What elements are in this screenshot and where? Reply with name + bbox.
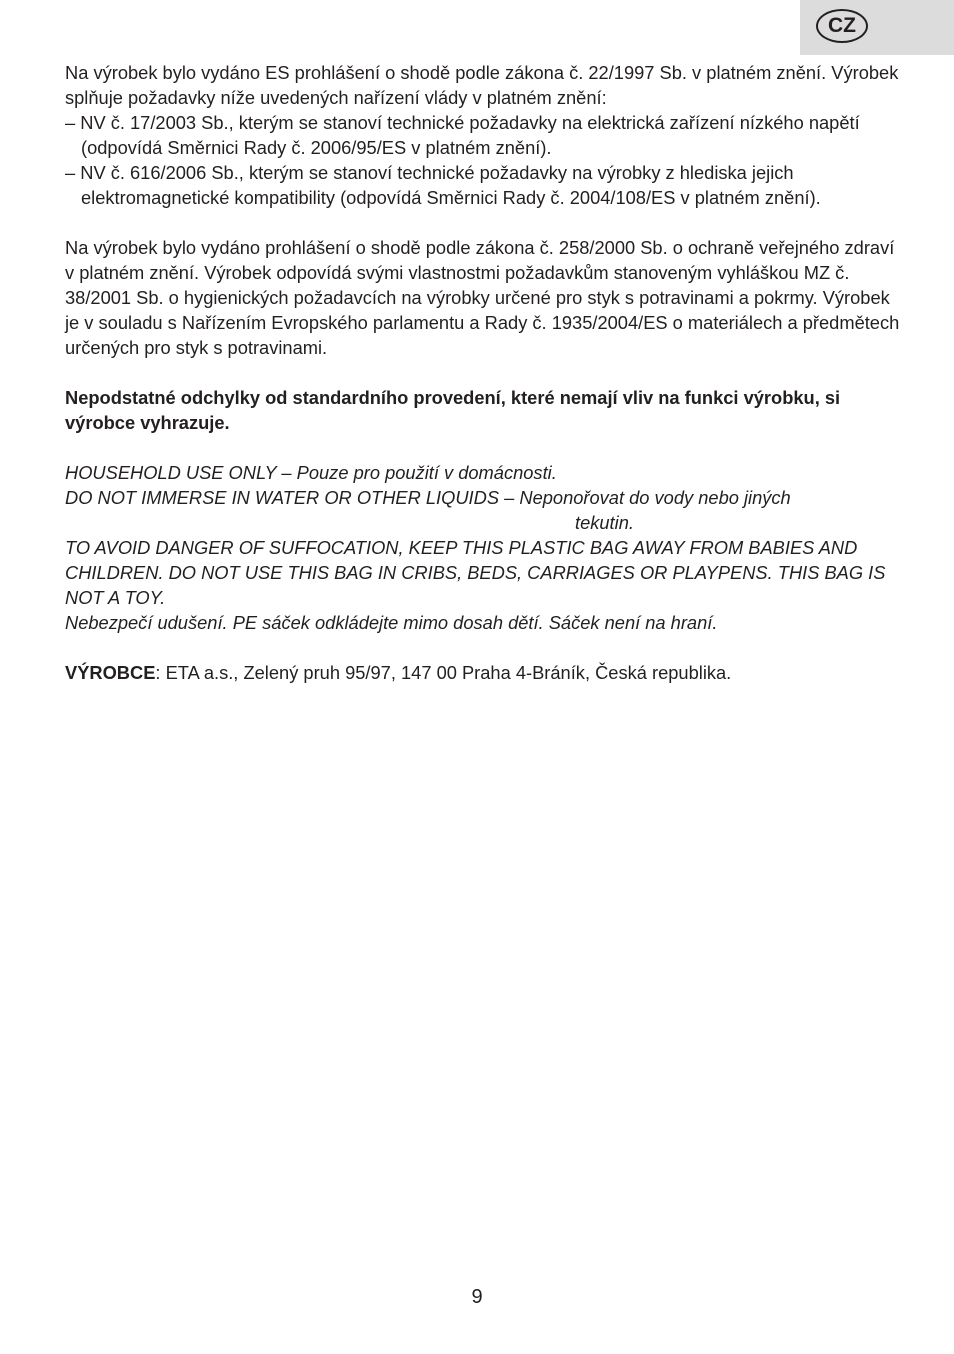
immerse-warning-continuation: tekutin. bbox=[575, 512, 634, 533]
page-number: 9 bbox=[471, 1286, 483, 1308]
deviation-notice: Nepodstatné odchylky od standardního provedení, které nemají vliv na funkci výrobku, si výrobce vyhrazuje. bbox=[65, 387, 841, 433]
suffocation-warning-en: TO AVOID DANGER OF SUFFOCATION, KEEP THIS PLASTIC BAG AWAY FROM BABIES AND CHILDREN. DO NOT USE THIS BAG IN CRIBS, BEDS, CARRIAGES OR PLAYPENS. THIS BAG IS NOT A TOY. bbox=[65, 537, 886, 608]
list-item: – NV č. 17/2003 Sb., kterým se stanoví technické požadavky na elektrická zařízení nízkého napětí (odpovídá Směrnici Rady č. 2006/95/ES v platném znění). bbox=[65, 112, 860, 158]
list-item: – NV č. 616/2006 Sb., kterým se stanoví technické požadavky na výrobky z hlediska jejich elektromagnetické kompatibility (odpovídá Směrnici Rady č. 2004/108/ES v platném znění). bbox=[65, 162, 821, 208]
health-declaration: Na výrobek bylo vydáno prohlášení o shodě podle zákona č. 258/2000 Sb. o ochraně veřejného zdraví v platném znění. Výrobek odpovídá svými vlastnostmi požadavkům stanoveným vyhláškou MZ č. 38/2001 Sb. o hygienických požadavcích na výrobky určené pro styk s potravinami a pokrmy. Výrobek je v souladu s Nařízením Evropského parlamentu a Rady č. 1935/2004/ES o materiálech a předmětech určených pro styk s potravinami. bbox=[65, 237, 900, 358]
immerse-warning: DO NOT IMMERSE IN WATER OR OTHER LIQUIDS – Neponořovat do vody nebo jiných bbox=[65, 487, 791, 508]
spacer bbox=[65, 210, 905, 235]
spacer bbox=[65, 635, 905, 660]
language-badge: CZ bbox=[816, 9, 868, 43]
manufacturer-details: : ETA a.s., Zelený pruh 95/97, 147 00 Praha 4-Bráník, Česká republika. bbox=[155, 662, 732, 683]
spacer bbox=[65, 360, 905, 385]
page-content bbox=[65, 60, 905, 685]
manufacturer-line bbox=[65, 660, 905, 685]
manufacturer-label: VÝROBCE bbox=[65, 662, 156, 683]
suffocation-warning-cz: Nebezpečí udušení. PE sáček odkládejte mimo dosah dětí. Sáček není na hraní. bbox=[65, 612, 718, 633]
es-declaration-intro: Na výrobek bylo vydáno ES prohlášení o shodě podle zákona č. 22/1997 Sb. v platném znění. Výrobek splňuje požadavky níže uvedených nařízení vlády v platném znění: bbox=[65, 62, 899, 108]
spacer bbox=[65, 435, 905, 460]
language-tab bbox=[800, 0, 954, 55]
household-warning: HOUSEHOLD USE ONLY – Pouze pro použití v domácnosti. bbox=[65, 462, 557, 483]
